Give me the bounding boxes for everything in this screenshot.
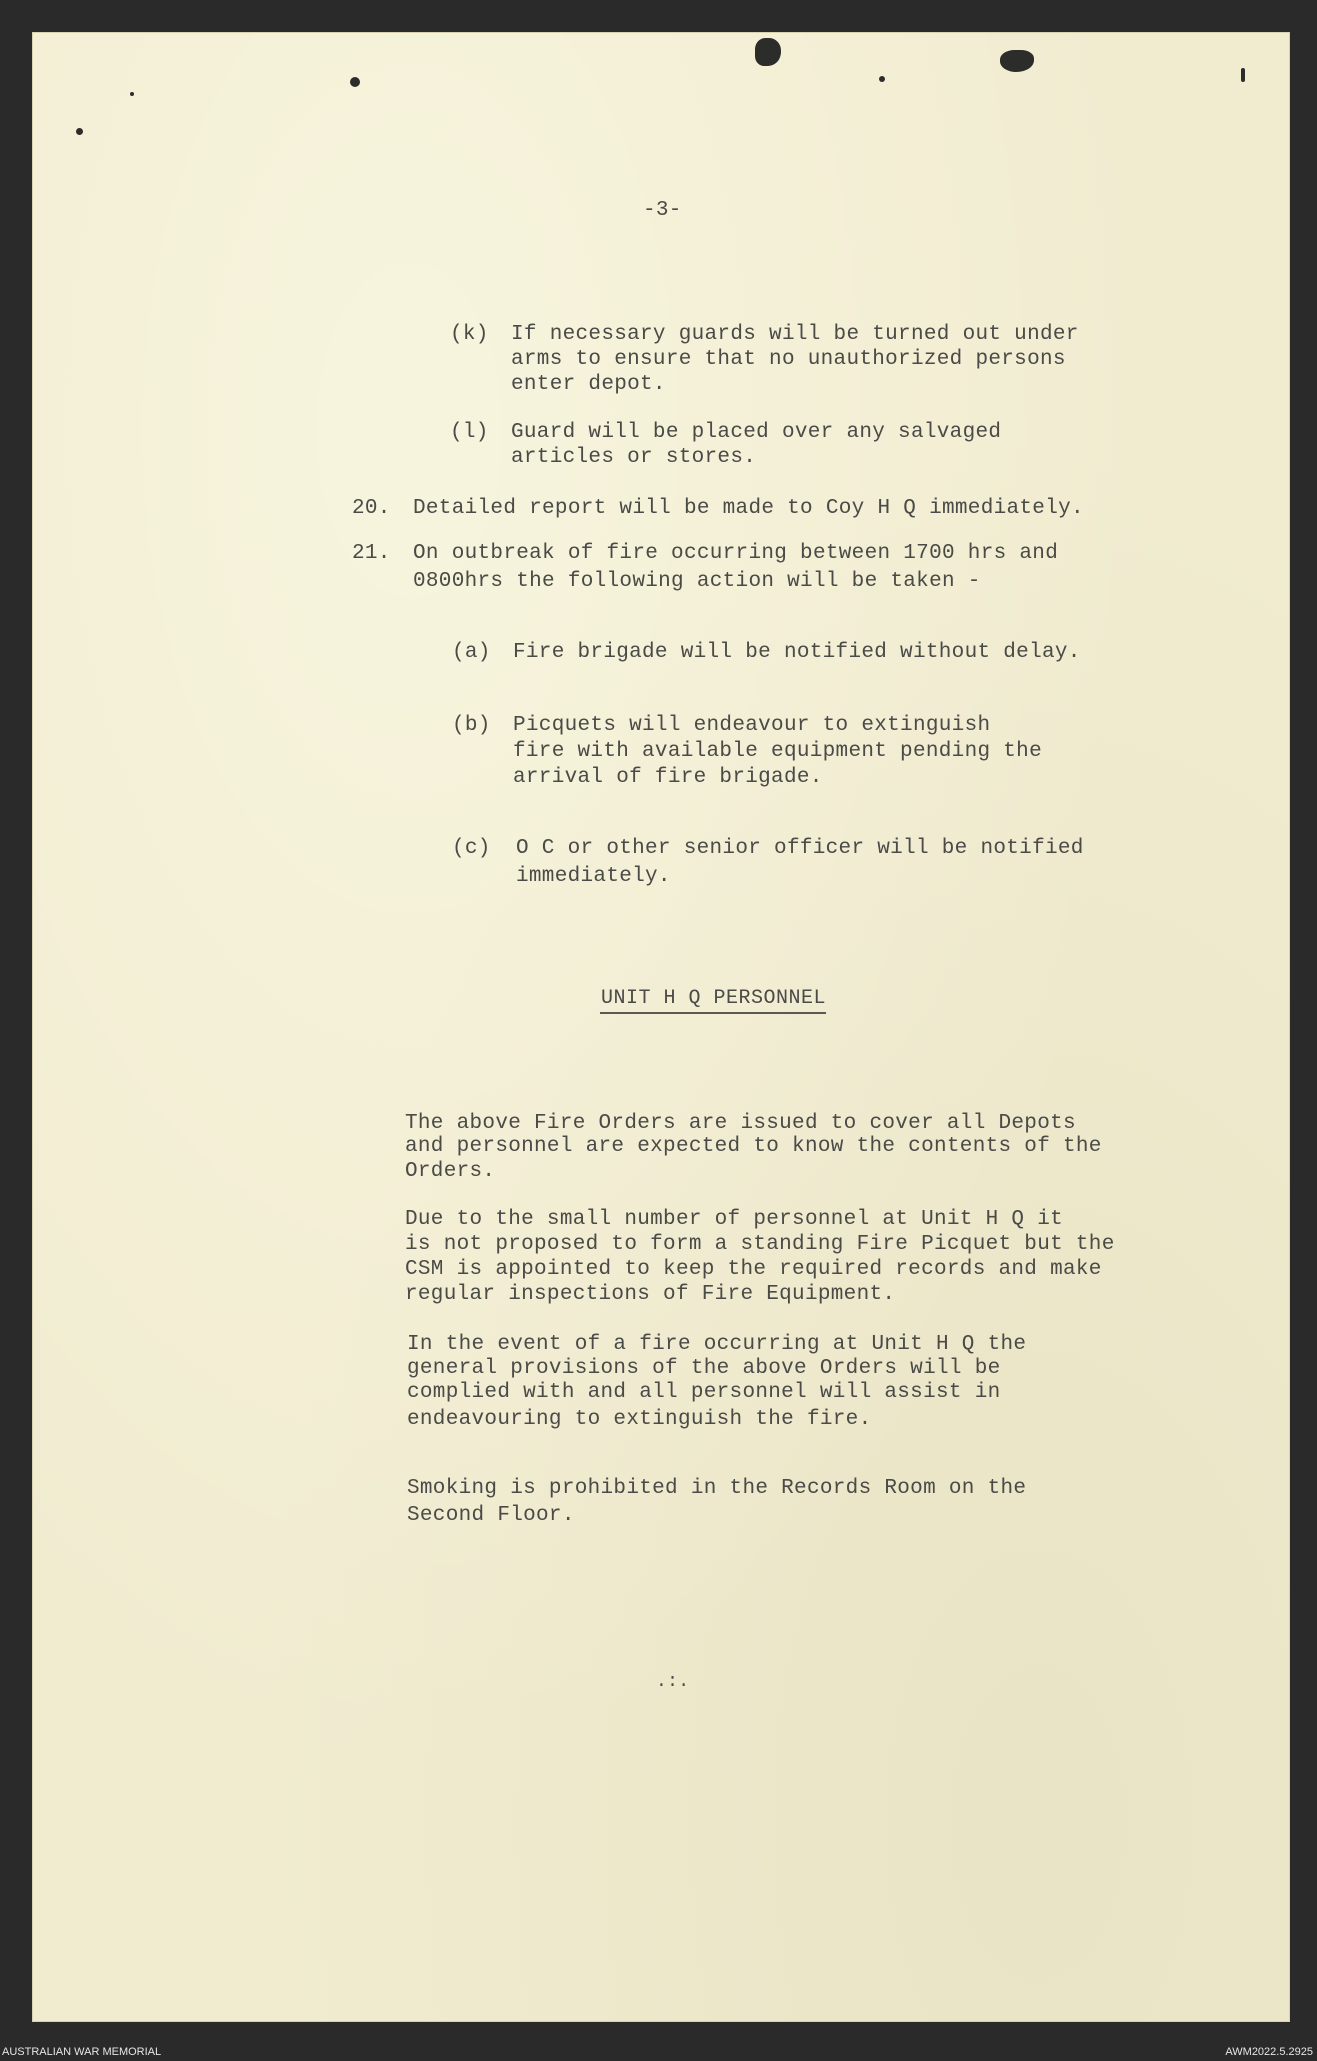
item-b-line-3: arrival of fire brigade. <box>513 766 823 789</box>
ink-speck <box>76 128 83 135</box>
footer-accession: AWM2022.5.2925 <box>1225 2046 1313 2058</box>
unit-para-2-line-4: regular inspections of Fire Equipment. <box>405 1283 896 1306</box>
ink-speck <box>130 92 134 96</box>
item-k-line-2: arms to ensure that no unauthorized persons <box>511 348 1066 371</box>
para-21-line-1: On outbreak of fire occurring between 1700 hrs and <box>413 542 1059 565</box>
ink-speck <box>1241 68 1245 82</box>
item-c-line-1: O C or other senior officer will be notified <box>516 837 1084 860</box>
item-b-line-2: fire with available equipment pending the <box>513 740 1042 763</box>
item-k-line-1: If necessary guards will be turned out under <box>511 323 1079 346</box>
unit-para-1-line-1: The above Fire Orders are issued to cover all Depots <box>405 1112 1076 1135</box>
item-l-line-2: articles or stores. <box>511 446 757 469</box>
item-label-b: (b) <box>452 714 491 737</box>
unit-para-2-line-3: CSM is appointed to keep the required records and make <box>405 1258 1102 1281</box>
ink-speck <box>1000 50 1034 72</box>
unit-para-1-line-3: Orders. <box>405 1160 496 1183</box>
item-k-line-3: enter depot. <box>511 373 666 396</box>
unit-para-1-line-2: and personnel are expected to know the contents of the <box>405 1135 1102 1158</box>
ink-speck <box>755 38 781 66</box>
para-20-text: Detailed report will be made to Coy H Q immediately. <box>413 497 1084 520</box>
ink-speck <box>350 77 360 87</box>
item-label-k: (k) <box>450 323 489 346</box>
item-b-line-1: Picquets will endeavour to extinguish <box>513 714 991 737</box>
unit-para-3-line-2: general provisions of the above Orders will be <box>407 1357 1001 1380</box>
unit-para-3-line-4: endeavouring to extinguish the fire. <box>407 1408 872 1431</box>
unit-para-2-line-2: is not proposed to form a standing Fire Picquet but the <box>405 1233 1115 1256</box>
page-number: -3- <box>643 199 682 222</box>
item-label-a: (a) <box>452 641 491 664</box>
heading-underline <box>600 1012 826 1014</box>
item-a-line-1: Fire brigade will be notified without delay. <box>513 641 1081 664</box>
para-20-number: 20. <box>352 497 391 520</box>
para-21-line-2: 0800hrs the following action will be taken - <box>413 570 981 593</box>
item-l-line-1: Guard will be placed over any salvaged <box>511 421 1002 444</box>
item-label-l: (l) <box>450 421 489 444</box>
ink-speck <box>879 76 885 82</box>
unit-para-4-line-1: Smoking is prohibited in the Records Room on the <box>407 1477 1027 1500</box>
section-heading: UNIT H Q PERSONNEL <box>601 987 827 1010</box>
unit-para-4-line-2: Second Floor. <box>407 1504 575 1527</box>
item-label-c: (c) <box>452 837 491 860</box>
footer-institution: AUSTRALIAN WAR MEMORIAL <box>2 2046 162 2058</box>
unit-para-2-line-1: Due to the small number of personnel at Unit H Q it <box>405 1208 1064 1231</box>
unit-para-3-line-3: complied with and all personnel will assist in <box>407 1381 1001 1404</box>
unit-para-3-line-1: In the event of a fire occurring at Unit H Q the <box>407 1333 1027 1356</box>
para-21-number: 21. <box>352 542 391 565</box>
item-c-line-2: immediately. <box>516 865 671 888</box>
end-mark: .:. <box>656 1672 690 1692</box>
